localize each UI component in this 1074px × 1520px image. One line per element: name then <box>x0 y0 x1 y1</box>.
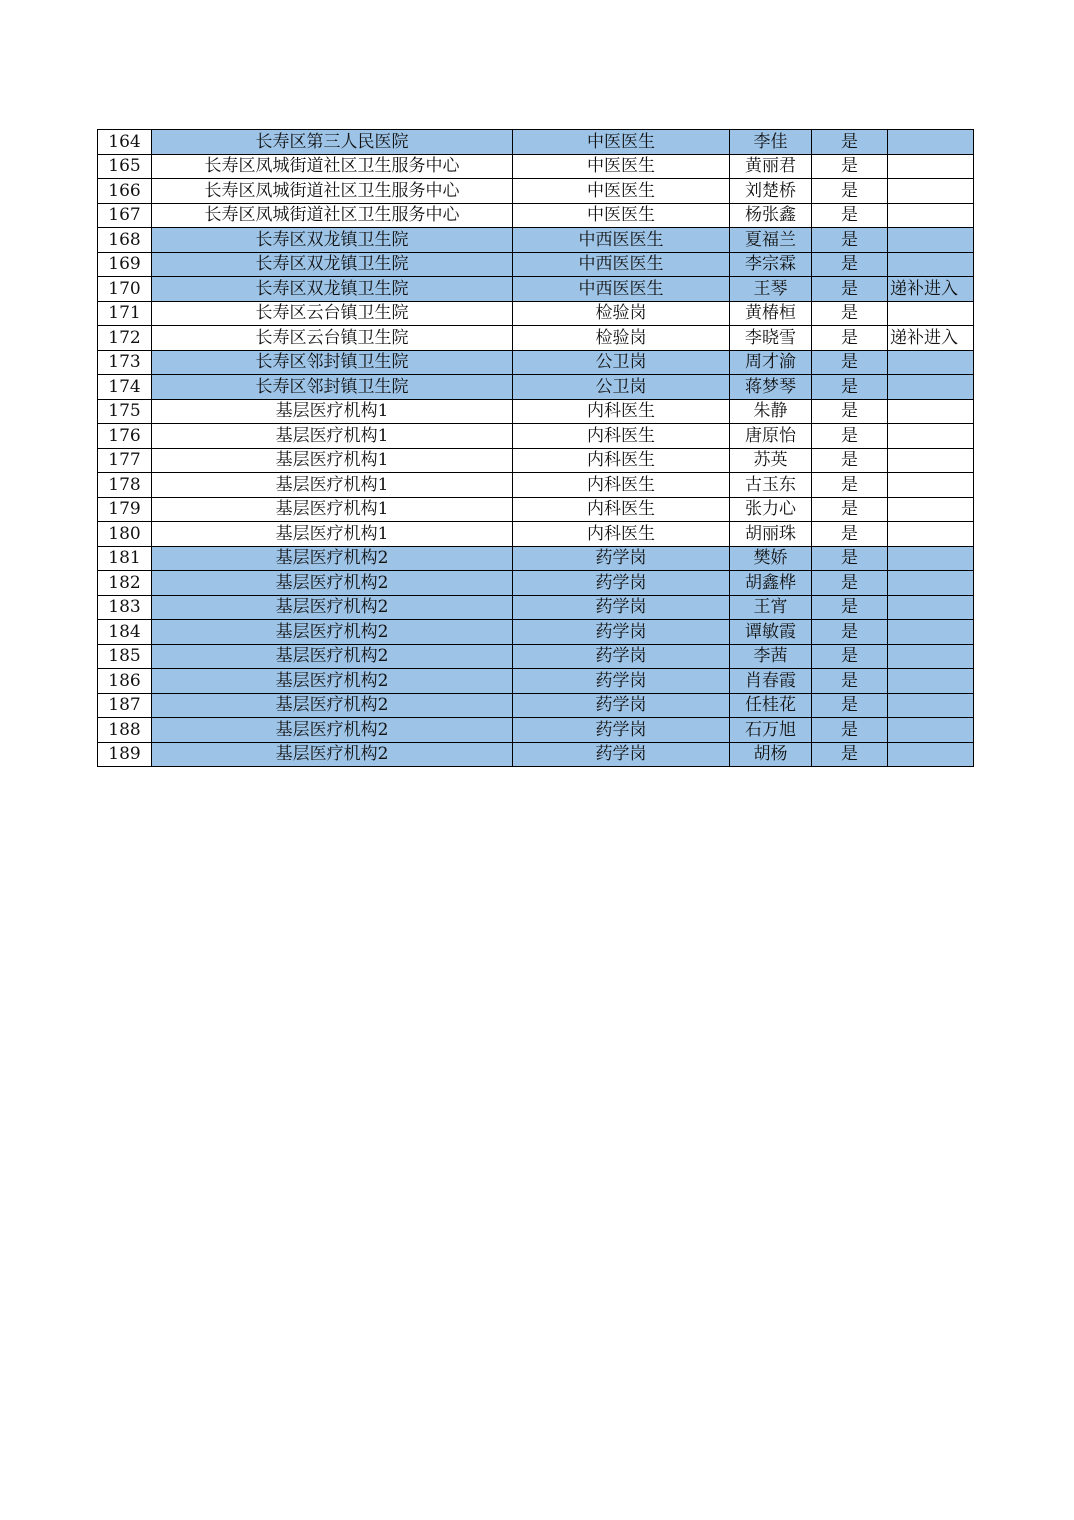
cell-post: 药学岗 <box>513 620 730 645</box>
table-row <box>98 595 974 620</box>
cell-number: 184 <box>98 620 152 645</box>
cell-post: 内科医生 <box>513 473 730 498</box>
cell-note <box>888 595 974 620</box>
cell-unit: 长寿区第三人民医院 <box>152 130 513 155</box>
cell-post: 药学岗 <box>513 644 730 669</box>
cell-unit: 基层医疗机构1 <box>152 448 513 473</box>
table-row <box>98 571 974 596</box>
cell-qualified: 是 <box>812 571 888 596</box>
cell-number: 177 <box>98 448 152 473</box>
cell-number: 167 <box>98 203 152 228</box>
cell-number: 181 <box>98 546 152 571</box>
table-row <box>98 130 974 155</box>
cell-qualified: 是 <box>812 595 888 620</box>
cell-name: 周才渝 <box>730 350 812 375</box>
cell-post: 药学岗 <box>513 693 730 718</box>
cell-note <box>888 252 974 277</box>
cell-number: 180 <box>98 522 152 547</box>
table-row <box>98 644 974 669</box>
cell-post: 内科医生 <box>513 424 730 449</box>
table-row <box>98 693 974 718</box>
cell-unit: 基层医疗机构2 <box>152 742 513 767</box>
cell-unit: 长寿区凤城街道社区卫生服务中心 <box>152 154 513 179</box>
cell-unit: 长寿区凤城街道社区卫生服务中心 <box>152 179 513 204</box>
cell-name: 杨张鑫 <box>730 203 812 228</box>
cell-unit: 基层医疗机构1 <box>152 399 513 424</box>
cell-number: 175 <box>98 399 152 424</box>
cell-qualified: 是 <box>812 326 888 351</box>
cell-qualified: 是 <box>812 154 888 179</box>
cell-unit: 基层医疗机构2 <box>152 571 513 596</box>
cell-unit: 长寿区云台镇卫生院 <box>152 326 513 351</box>
cell-name: 李宗霖 <box>730 252 812 277</box>
cell-note <box>888 228 974 253</box>
table-row <box>98 497 974 522</box>
cell-name: 张力心 <box>730 497 812 522</box>
cell-number: 169 <box>98 252 152 277</box>
cell-post: 中医医生 <box>513 179 730 204</box>
cell-qualified: 是 <box>812 130 888 155</box>
cell-number: 176 <box>98 424 152 449</box>
cell-qualified: 是 <box>812 448 888 473</box>
cell-qualified: 是 <box>812 497 888 522</box>
cell-name: 朱静 <box>730 399 812 424</box>
cell-qualified: 是 <box>812 522 888 547</box>
cell-unit: 长寿区双龙镇卫生院 <box>152 228 513 253</box>
cell-number: 173 <box>98 350 152 375</box>
cell-number: 183 <box>98 595 152 620</box>
cell-name: 王琴 <box>730 277 812 302</box>
cell-post: 中西医医生 <box>513 252 730 277</box>
cell-note <box>888 718 974 743</box>
cell-note <box>888 301 974 326</box>
table-row <box>98 375 974 400</box>
cell-unit: 基层医疗机构1 <box>152 522 513 547</box>
table-row <box>98 228 974 253</box>
cell-unit: 基层医疗机构2 <box>152 693 513 718</box>
cell-post: 中西医医生 <box>513 277 730 302</box>
cell-note: 递补进入 <box>888 277 974 302</box>
cell-name: 任桂花 <box>730 693 812 718</box>
cell-number: 164 <box>98 130 152 155</box>
cell-post: 内科医生 <box>513 522 730 547</box>
cell-name: 古玉东 <box>730 473 812 498</box>
table-row <box>98 350 974 375</box>
cell-note: 递补进入 <box>888 326 974 351</box>
cell-note <box>888 424 974 449</box>
cell-unit: 长寿区凤城街道社区卫生服务中心 <box>152 203 513 228</box>
table-row <box>98 473 974 498</box>
cell-note <box>888 742 974 767</box>
cell-post: 内科医生 <box>513 399 730 424</box>
cell-number: 171 <box>98 301 152 326</box>
cell-qualified: 是 <box>812 424 888 449</box>
cell-post: 药学岗 <box>513 595 730 620</box>
cell-note <box>888 620 974 645</box>
cell-number: 187 <box>98 693 152 718</box>
table-row <box>98 326 974 351</box>
cell-number: 182 <box>98 571 152 596</box>
cell-qualified: 是 <box>812 203 888 228</box>
cell-post: 检验岗 <box>513 301 730 326</box>
cell-name: 黄椿桓 <box>730 301 812 326</box>
cell-qualified: 是 <box>812 179 888 204</box>
cell-unit: 长寿区云台镇卫生院 <box>152 301 513 326</box>
table-row <box>98 154 974 179</box>
cell-post: 中医医生 <box>513 154 730 179</box>
cell-qualified: 是 <box>812 669 888 694</box>
table-row <box>98 277 974 302</box>
cell-unit: 长寿区邻封镇卫生院 <box>152 375 513 400</box>
cell-unit: 基层医疗机构2 <box>152 718 513 743</box>
cell-post: 中西医医生 <box>513 228 730 253</box>
table-row <box>98 742 974 767</box>
cell-qualified: 是 <box>812 742 888 767</box>
cell-number: 186 <box>98 669 152 694</box>
cell-unit: 基层医疗机构2 <box>152 669 513 694</box>
cell-name: 王宵 <box>730 595 812 620</box>
table-row <box>98 301 974 326</box>
cell-name: 樊娇 <box>730 546 812 571</box>
cell-qualified: 是 <box>812 252 888 277</box>
table-row <box>98 546 974 571</box>
cell-note <box>888 350 974 375</box>
cell-name: 石万旭 <box>730 718 812 743</box>
table-row <box>98 669 974 694</box>
cell-name: 苏英 <box>730 448 812 473</box>
cell-post: 内科医生 <box>513 448 730 473</box>
cell-post: 中医医生 <box>513 203 730 228</box>
cell-name: 黄丽君 <box>730 154 812 179</box>
cell-name: 刘楚桥 <box>730 179 812 204</box>
cell-number: 172 <box>98 326 152 351</box>
cell-qualified: 是 <box>812 546 888 571</box>
cell-unit: 长寿区邻封镇卫生院 <box>152 350 513 375</box>
cell-unit: 基层医疗机构2 <box>152 595 513 620</box>
cell-post: 药学岗 <box>513 571 730 596</box>
cell-qualified: 是 <box>812 277 888 302</box>
cell-name: 唐原怡 <box>730 424 812 449</box>
cell-number: 168 <box>98 228 152 253</box>
table-row <box>98 448 974 473</box>
cell-number: 178 <box>98 473 152 498</box>
cell-number: 179 <box>98 497 152 522</box>
cell-note <box>888 522 974 547</box>
cell-note <box>888 154 974 179</box>
cell-post: 药学岗 <box>513 718 730 743</box>
cell-number: 185 <box>98 644 152 669</box>
cell-unit: 长寿区双龙镇卫生院 <box>152 252 513 277</box>
cell-note <box>888 497 974 522</box>
table-row <box>98 179 974 204</box>
cell-post: 内科医生 <box>513 497 730 522</box>
candidate-list-table <box>97 129 974 767</box>
table-row <box>98 399 974 424</box>
cell-note <box>888 693 974 718</box>
cell-post: 公卫岗 <box>513 350 730 375</box>
cell-note <box>888 473 974 498</box>
cell-unit: 长寿区双龙镇卫生院 <box>152 277 513 302</box>
cell-qualified: 是 <box>812 301 888 326</box>
cell-qualified: 是 <box>812 718 888 743</box>
cell-post: 药学岗 <box>513 669 730 694</box>
cell-name: 李茜 <box>730 644 812 669</box>
cell-note <box>888 130 974 155</box>
cell-qualified: 是 <box>812 350 888 375</box>
cell-name: 谭敏霞 <box>730 620 812 645</box>
cell-number: 188 <box>98 718 152 743</box>
cell-qualified: 是 <box>812 620 888 645</box>
cell-post: 药学岗 <box>513 546 730 571</box>
cell-unit: 基层医疗机构1 <box>152 424 513 449</box>
cell-name: 李晓雪 <box>730 326 812 351</box>
table-body <box>98 130 974 767</box>
cell-unit: 基层医疗机构1 <box>152 473 513 498</box>
cell-number: 170 <box>98 277 152 302</box>
cell-post: 公卫岗 <box>513 375 730 400</box>
table-row <box>98 203 974 228</box>
cell-post: 中医医生 <box>513 130 730 155</box>
cell-name: 胡丽珠 <box>730 522 812 547</box>
cell-qualified: 是 <box>812 399 888 424</box>
cell-number: 189 <box>98 742 152 767</box>
table-row <box>98 718 974 743</box>
cell-qualified: 是 <box>812 644 888 669</box>
cell-note <box>888 448 974 473</box>
cell-name: 肖春霞 <box>730 669 812 694</box>
cell-name: 夏福兰 <box>730 228 812 253</box>
cell-name: 蒋梦琴 <box>730 375 812 400</box>
cell-qualified: 是 <box>812 375 888 400</box>
cell-name: 胡鑫桦 <box>730 571 812 596</box>
cell-unit: 基层医疗机构2 <box>152 620 513 645</box>
table-row <box>98 252 974 277</box>
cell-unit: 基层医疗机构2 <box>152 546 513 571</box>
cell-note <box>888 375 974 400</box>
cell-note <box>888 644 974 669</box>
table-row <box>98 424 974 449</box>
cell-number: 166 <box>98 179 152 204</box>
table-row <box>98 620 974 645</box>
cell-qualified: 是 <box>812 473 888 498</box>
cell-number: 165 <box>98 154 152 179</box>
cell-number: 174 <box>98 375 152 400</box>
cell-name: 胡杨 <box>730 742 812 767</box>
cell-note <box>888 399 974 424</box>
cell-unit: 基层医疗机构2 <box>152 644 513 669</box>
cell-note <box>888 179 974 204</box>
table-row <box>98 522 974 547</box>
cell-note <box>888 669 974 694</box>
cell-qualified: 是 <box>812 228 888 253</box>
cell-post: 药学岗 <box>513 742 730 767</box>
cell-note <box>888 546 974 571</box>
cell-post: 检验岗 <box>513 326 730 351</box>
cell-note <box>888 571 974 596</box>
cell-note <box>888 203 974 228</box>
cell-qualified: 是 <box>812 693 888 718</box>
cell-unit: 基层医疗机构1 <box>152 497 513 522</box>
cell-name: 李佳 <box>730 130 812 155</box>
